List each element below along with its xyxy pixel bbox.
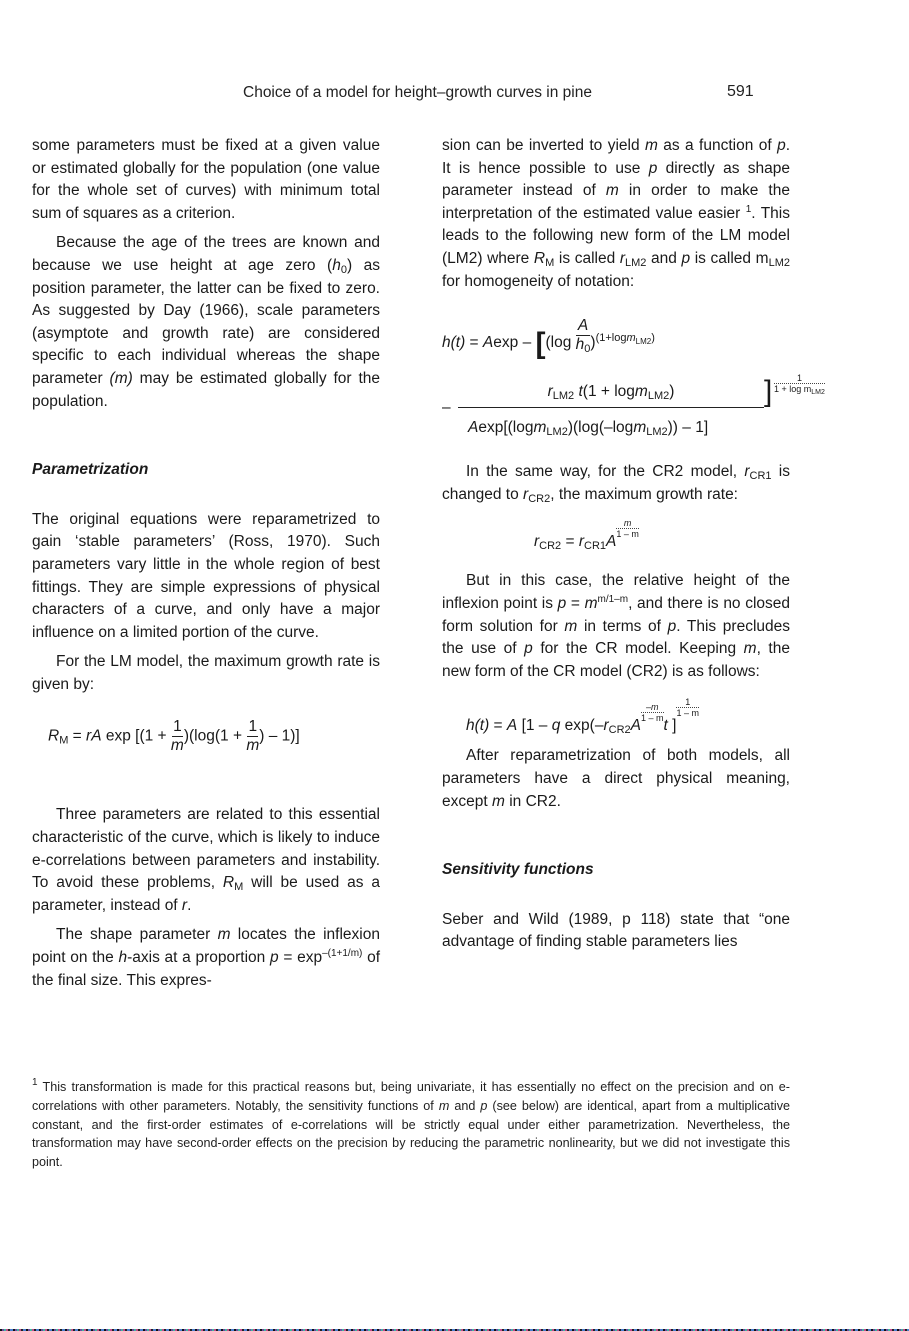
math-var: r [523,485,529,503]
math-var: m [633,419,647,437]
text: in terms of [577,617,668,635]
subscript: M [234,881,244,894]
text: in order to make the interpretation of the estimated value easier [442,182,790,222]
bracket: [ [535,327,546,361]
text: . It is hence possible to use [442,137,790,177]
text: , and there is no closed form solution for [442,594,791,635]
text: for the CR model. Keeping [532,640,744,658]
math-var: h [332,256,341,274]
subscript: 0 [584,343,591,356]
text: = [561,533,579,551]
denominator: m [246,737,260,755]
text: ) [669,383,675,401]
fraction-bar [458,407,764,408]
text: , the new form of the CR model (CR2) is as follows: [442,640,790,680]
math-var: A [506,717,518,735]
math-var: p [777,137,786,154]
math-var: R [48,728,60,746]
paragraph [32,804,380,917]
exponent-fraction [676,697,699,718]
math-var: R [533,249,546,267]
text: ) – 1)] [259,728,300,746]
footnote-marker: 1 [32,1077,38,1088]
text: = exp [278,949,323,967]
math-var: p [681,249,691,267]
section-heading-parametrization: Parametrization [32,461,149,479]
math-var: m [644,137,658,154]
numerator: A [577,317,589,335]
paragraph [32,232,380,413]
text: exp[(log [478,419,534,437]
numerator: 1 [173,718,182,736]
numerator: m [623,518,632,529]
paragraph: For the LM model, the maximum growth rate is given by: [32,653,380,693]
text: locates the inflexion point on the [32,926,380,967]
math-var: r [603,717,609,735]
text: )(log(1 + [183,728,247,746]
math-var: r [86,728,92,746]
text: of the final size. This expres- [32,949,381,989]
text: and [449,1098,481,1113]
text: for homogeneity of notation: [442,272,635,290]
text: This transformation is made for this practical reasons but, being univariate, it has essentially no effect on the precision and on e-correlations with other parameters. Notably, the sensitivity functions of [32,1080,790,1113]
math-var: p [648,159,658,177]
footnote-marker[interactable]: 1 [745,203,752,215]
math-var: t [663,717,668,735]
paragraph [442,570,790,683]
math-var: m [634,383,648,401]
math-var: q [551,717,561,735]
paragraph [32,924,380,992]
text: . [187,896,192,914]
text: [1 – [517,717,552,735]
superscript [595,332,655,347]
math-var: A [468,419,479,437]
denominator: 1 – m [676,708,699,719]
fraction [246,718,259,755]
text: = [465,334,483,352]
text: exp [(1 + [101,728,171,746]
math-var: r [578,533,585,551]
text: = [68,728,87,746]
exponent-fraction [641,702,664,723]
subscript: LM2 [546,426,568,439]
subscript: CR2 [539,540,562,553]
text: ) as position parameter, the latter can be fixed to zero. As suggested by Day (1966), scale parameters (asymptote and growth rate) are considered specific to each individual whereas the shape parameter [32,256,380,387]
subscript: LM2 [646,426,668,439]
exponent-fraction [774,373,825,397]
text: . This precludes the use of [442,617,790,658]
text: in CR2. [504,792,561,810]
denominator: h [575,336,585,354]
text: (1 + log [582,383,635,401]
text: is changed to [442,463,791,503]
text: -axis at a proportion [127,949,270,967]
numerator [442,375,780,409]
math-var: p [524,640,533,658]
denominator: 1 – m [640,713,664,724]
math-var: r [534,533,540,551]
text: Because the age of the trees are known and because we use height at age zero ( [32,234,380,274]
denominator [468,417,708,440]
left-column [32,135,380,992]
text: The shape parameter [56,926,218,944]
math-var: A [630,717,641,735]
text: = [566,594,585,612]
text: will be used as a parameter, instead of [32,874,380,914]
paragraph [442,135,790,293]
math-var: h(t) [442,334,466,352]
math-var: A [91,728,102,746]
math-var: (m) [109,369,133,387]
text: ) [651,332,655,345]
paragraph [442,461,790,506]
math-var: p [480,1098,488,1113]
numerator: 1 [248,718,258,736]
running-title: Choice of a model for height–growth curves in pine [243,84,592,101]
text: But in this case, the relative height of the inflexion point is [442,572,790,612]
text: ] [667,717,677,735]
text: = [489,717,507,735]
text: (log [545,334,576,352]
bracket: ] [764,375,773,409]
paragraph [442,745,790,813]
text: directly as shape parameter instead of [442,159,790,200]
text: In the same way, for the CR2 model, [466,463,745,481]
math-var: m [491,792,505,810]
subscript: LM2 [552,390,575,403]
text: is called m [690,249,769,267]
text: as a function of [657,137,778,154]
math-var: m [605,182,619,200]
text: (1+log [595,332,627,345]
subscript: LM2 [625,256,647,269]
text: exp(– [560,717,604,735]
numerator: 1 [685,697,691,708]
section-heading-sensitivity: Sensitivity functions [442,861,594,879]
subscript: CR2 [528,492,551,505]
subscript: LM2 [647,390,670,403]
subscript: 0 [340,263,347,276]
numerator: 1 [796,373,802,384]
subscript: LM2 [635,337,652,347]
text: exp – [493,334,536,352]
math-var: r [547,383,553,401]
subscript: LM2 [768,256,790,269]
text: may be estimated globally for the population. [32,369,380,410]
text: , the maximum growth rate: [550,485,738,503]
right-column [442,135,825,954]
math-var: h(t) [466,717,490,735]
math-var: p [270,949,279,967]
superscript: m/1–m [597,593,629,605]
math-var: r [619,249,625,267]
paragraph: The original equations were reparametrized to gain ‘stable parameters’ (Ross, 1970). Such parameters vary little in the whole region of best fittings. They are simple expressions of physical characters of a curve, and only have a major influence on a limited portion of the curve. [32,510,380,641]
paragraph [32,135,380,225]
math-var: m [584,594,598,612]
text: . This leads to the following new form of the LM model (LM2) where [442,204,790,267]
math-var: m [533,419,547,437]
equation-cr2-rate [442,506,790,570]
denominator: 1 + log m [774,384,812,395]
equation-rm [32,718,380,768]
subscript: LM2 [811,389,825,397]
math-var: p [667,617,677,635]
equation-cr2 [442,683,790,745]
footnote-text [32,1078,790,1172]
equation-lm2-line1 [442,317,655,361]
math-var: r [181,896,188,914]
text: is called [554,249,620,267]
math-var: R [222,874,235,892]
denominator: m [170,737,184,755]
text: and [646,249,682,267]
subscript: CR2 [608,724,631,737]
numerator: –m [645,702,659,713]
subscript: CR1 [749,470,772,483]
fraction [576,317,591,354]
denominator: 1 – m [616,529,639,540]
text: )(log(–log [567,419,634,437]
math-var: h [118,949,128,967]
math-var: p [557,594,567,612]
math-var: A [482,334,494,352]
math-var: A [606,533,617,551]
subscript: M [545,256,555,269]
paragraph: Seber and Wild (1989, p 118) state that “one advantage of finding stable parameters lies [442,910,790,951]
equation-lm2 [442,311,825,461]
page-number: 591 [727,83,754,100]
math-var: r [744,463,750,481]
math-var: m [217,926,231,944]
text: ) [590,334,596,352]
exponent-fraction [616,518,639,539]
text: )) – 1] [667,419,709,437]
math-var: m [626,332,636,345]
math-var: m [564,617,578,635]
math-var: t [574,383,583,401]
math-var: m [438,1098,450,1113]
fraction [171,718,184,755]
subscript: M [59,735,69,748]
footnote [32,1078,790,1172]
text: (see below) are identical, apart from a multiplicative constant, and the first-order estimates of e-correlations will be strictly equal under either parametrization. Nevertheless, the transformation may have second-order effects on the precision by reducing the parametric nonlinearity, but we did not investigate this point. [32,1098,790,1170]
text: some parameters must be fixed at a given value or estimated globally for the population (one value for the whole set of curves) with minimum total sum of squares as a criterion. [32,137,380,222]
text: sion can be inverted to yield [442,137,645,154]
text: – [442,399,451,417]
superscript: –(1+1/m) [322,948,363,960]
text: After reparametrization of both models, all parameters have a direct physical meaning, except [442,747,790,810]
text: Three parameters are related to this essential characteristic of the curve, which is likely to induce e-correlations between parameters and instability. To avoid these problems, [32,806,380,892]
math-var: m [743,640,757,658]
subscript: CR1 [584,540,607,553]
